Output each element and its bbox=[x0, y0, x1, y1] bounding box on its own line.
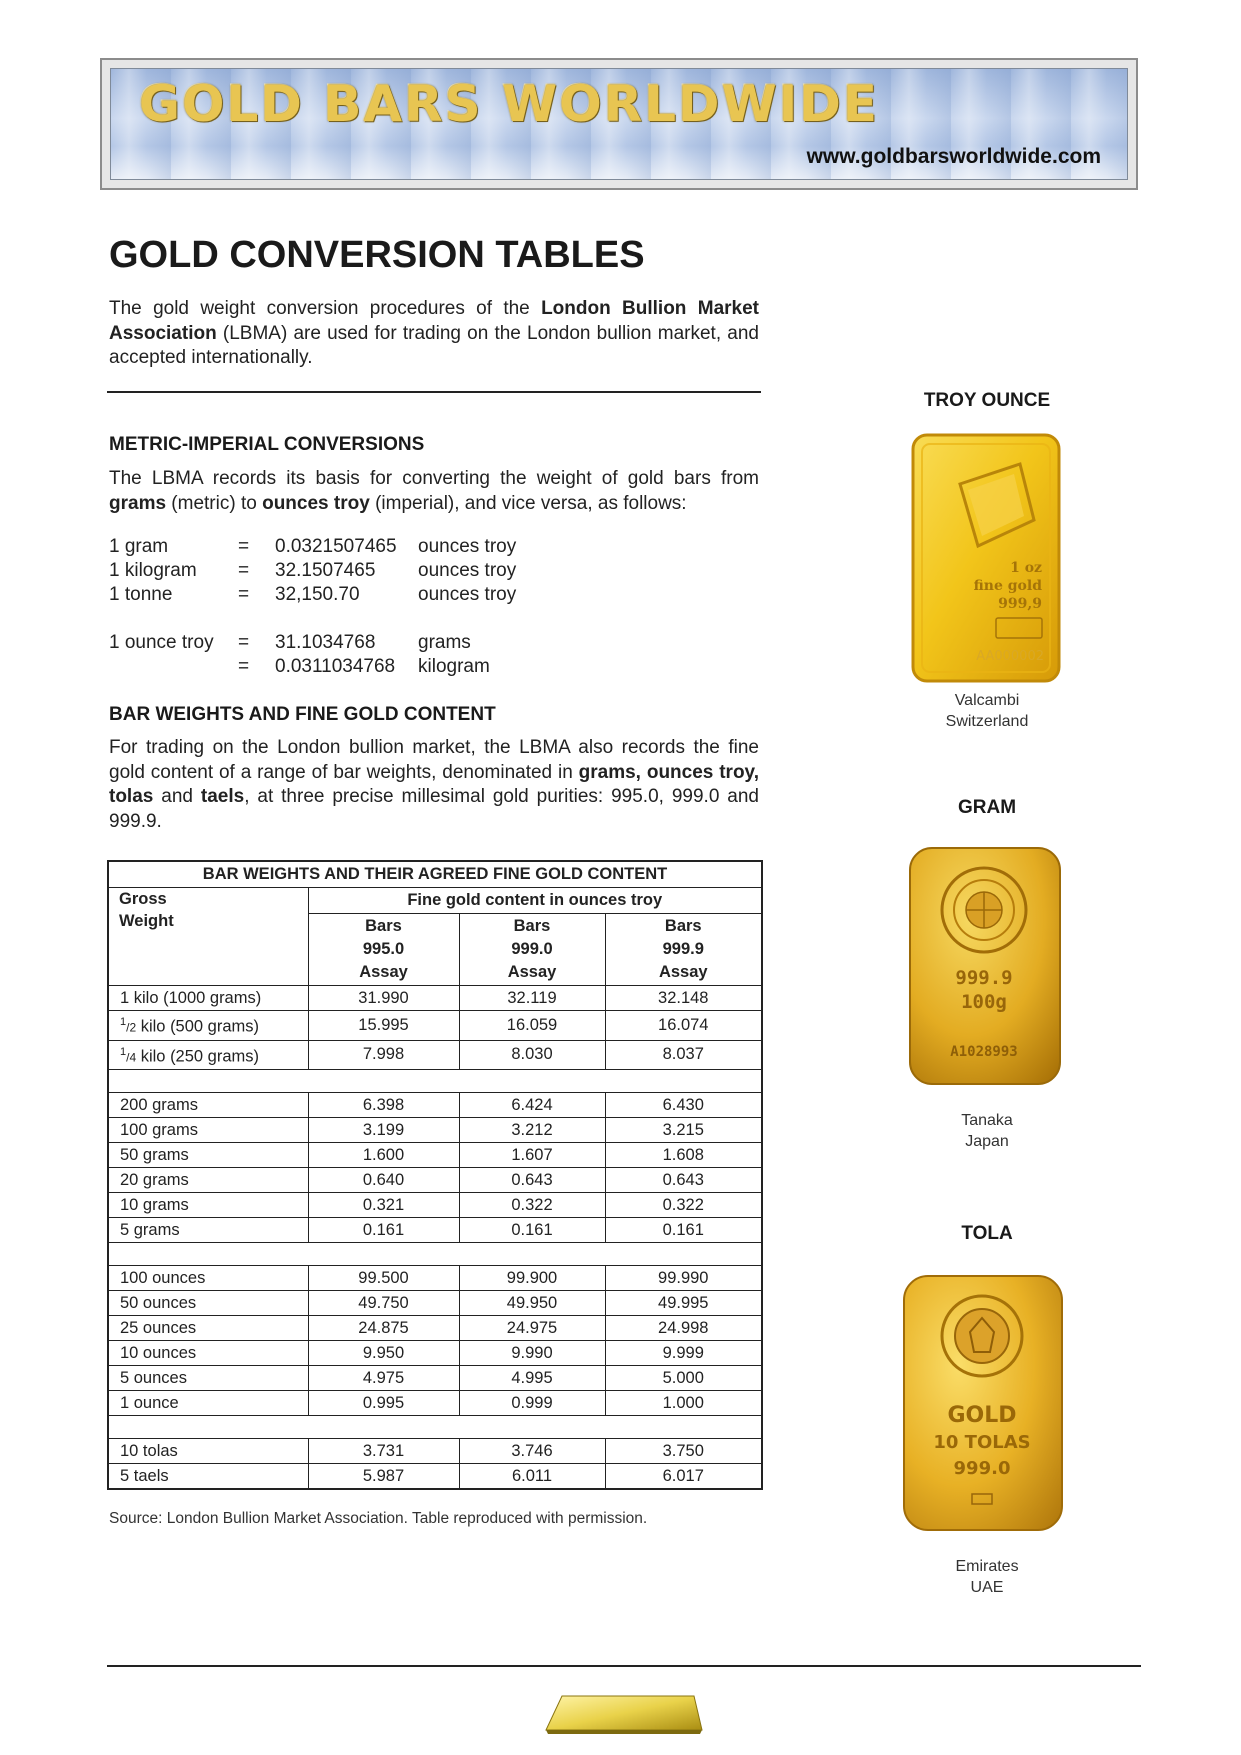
conversion-equals: = bbox=[238, 560, 250, 581]
table-row: 5 grams 0.161 0.161 0.161 bbox=[108, 1218, 762, 1243]
table-row: 1 ounce 0.995 0.999 1.000 bbox=[108, 1391, 762, 1416]
assay-header-995: Bars 995.0 Assay bbox=[308, 914, 459, 986]
conversion-label: 1 gram bbox=[109, 536, 169, 557]
footer-gold-bar-image bbox=[544, 1690, 704, 1736]
gross-header-line: Gross bbox=[119, 890, 167, 908]
table-row: 10 ounces 9.950 9.990 9.999 bbox=[108, 1341, 762, 1366]
troy-caption: Valcambi Switzerland bbox=[945, 692, 1029, 730]
tola-heading: TOLA bbox=[961, 1223, 1013, 1244]
banner-title: GOLD BARS WORLDWIDE bbox=[139, 75, 879, 133]
table-row: 20 grams 0.640 0.643 0.643 bbox=[108, 1168, 762, 1193]
conversion-unit: ounces troy bbox=[418, 584, 517, 605]
table-row: 1 kilo (1000 grams) 31.990 32.119 32.148 bbox=[108, 986, 762, 1011]
gram-stamp-1: 999.9 bbox=[955, 967, 1013, 989]
table-row: $^1$/2 kilo (500 grams) 15.995 16.059 16.074 bbox=[108, 1011, 762, 1041]
troy-serial: AA000002 bbox=[976, 649, 1044, 664]
conversion-equals: = bbox=[238, 536, 250, 557]
conversion-equals: = bbox=[238, 632, 250, 653]
conversion-equals: = bbox=[238, 584, 250, 605]
tola-caption: Emirates UAE bbox=[955, 1558, 1019, 1596]
gram-caption: Tanaka Japan bbox=[961, 1112, 1013, 1150]
tola-stamp-3: 999.0 bbox=[953, 1458, 1011, 1479]
banner-url[interactable]: www.goldbarsworldwide.com bbox=[806, 145, 1101, 168]
conversion-value: 0.0311034768 bbox=[275, 656, 396, 677]
assay-header-999: Bars 999.0 Assay bbox=[459, 914, 605, 986]
tola-stamp-1: GOLD bbox=[947, 1403, 1017, 1428]
table-row: $^1$/4 kilo (250 grams) 7.998 8.030 8.037 bbox=[108, 1040, 762, 1070]
page-title: GOLD CONVERSION TABLES bbox=[109, 234, 645, 276]
tola-stamp-2: 10 TOLAS bbox=[933, 1432, 1031, 1453]
troy-stamp-1: 1 oz bbox=[1010, 560, 1042, 576]
fine-gold-table bbox=[107, 860, 763, 1490]
table-row: 5 ounces 4.975 4.995 5.000 bbox=[108, 1366, 762, 1391]
bar-weights-heading: BAR WEIGHTS AND FINE GOLD CONTENT bbox=[109, 704, 496, 725]
assay-header-9999: Bars 999.9 Assay bbox=[605, 914, 762, 986]
footer-divider bbox=[107, 1665, 1141, 1667]
conversion-label: 1 kilogram bbox=[109, 560, 197, 581]
intro-paragraph: The gold weight conversion procedures of the London Bullion Market Association (LBMA) are used for trading on the London bullion market, and accepted internationally. bbox=[109, 298, 759, 368]
conversion-unit: ounces troy bbox=[418, 560, 517, 581]
table-row: 100 grams 3.199 3.212 3.215 bbox=[108, 1118, 762, 1143]
bar-weights-paragraph: For trading on the London bullion market, the LBMA also records the fine gold content of a range of bar weights, denominated in grams, ounces troy, tolas and taels, at three precise millesimal gold purities: 995.0, 999.0 and 999.9. bbox=[109, 737, 759, 832]
metric-heading: METRIC-IMPERIAL CONVERSIONS bbox=[109, 434, 425, 455]
gross-weight-header bbox=[108, 888, 308, 986]
troy-ounce-heading: TROY OUNCE bbox=[923, 390, 1051, 411]
table-row: 50 grams 1.600 1.607 1.608 bbox=[108, 1143, 762, 1168]
troy-stamp-3: 999,9 bbox=[998, 596, 1042, 612]
table-row: 5 taels 5.987 6.011 6.017 bbox=[108, 1464, 762, 1490]
conversion-equals: = bbox=[238, 656, 250, 677]
valcambi-bar-image bbox=[910, 432, 1062, 684]
table-row: 100 ounces 99.500 99.900 99.990 bbox=[108, 1266, 762, 1291]
table-row: 200 grams 6.398 6.424 6.430 bbox=[108, 1093, 762, 1118]
table-row: 50 ounces 49.750 49.950 49.995 bbox=[108, 1291, 762, 1316]
table-spacer-row bbox=[108, 1416, 762, 1439]
conversion-unit: grams bbox=[418, 632, 471, 653]
gram-serial: A1028993 bbox=[950, 1044, 1018, 1060]
troy-stamp-2: fine gold bbox=[973, 578, 1042, 594]
table-row: 25 ounces 24.875 24.975 24.998 bbox=[108, 1316, 762, 1341]
conversion-value: 32,150.70 bbox=[275, 584, 360, 605]
metric-paragraph: The LBMA records its basis for converting the weight of gold bars from grams (metric) to ounces troy (imperial), and vice versa, as follows: bbox=[109, 468, 759, 514]
site-banner bbox=[100, 58, 1138, 190]
conversion-value: 0.0321507465 bbox=[275, 536, 397, 557]
section-divider bbox=[107, 391, 761, 393]
table-source-note: Source: London Bullion Market Association. Table reproduced with permission. bbox=[109, 1510, 648, 1527]
emirates-bar-image bbox=[900, 1272, 1066, 1534]
table-spacer-row bbox=[108, 1243, 762, 1266]
conversion-value: 31.1034768 bbox=[275, 632, 376, 653]
conversion-unit: ounces troy bbox=[418, 536, 517, 557]
table-row: 10 grams 0.321 0.322 0.322 bbox=[108, 1193, 762, 1218]
gram-stamp-2: 100g bbox=[961, 991, 1007, 1013]
conversion-label: 1 ounce troy bbox=[109, 632, 214, 653]
conversion-label: 1 tonne bbox=[109, 584, 173, 605]
gram-heading: GRAM bbox=[957, 797, 1017, 818]
banner-background bbox=[110, 68, 1128, 180]
conversion-unit: kilogram bbox=[418, 656, 490, 677]
fine-gold-header: Fine gold content in ounces troy bbox=[308, 888, 762, 914]
table-row: 10 tolas 3.731 3.746 3.750 bbox=[108, 1439, 762, 1464]
conversion-value: 32.1507465 bbox=[275, 560, 376, 581]
tanaka-bar-image bbox=[906, 844, 1064, 1088]
table-caption: BAR WEIGHTS AND THEIR AGREED FINE GOLD CONTENT bbox=[108, 861, 762, 888]
gross-header-line: Weight bbox=[119, 912, 174, 930]
table-spacer-row bbox=[108, 1070, 762, 1093]
